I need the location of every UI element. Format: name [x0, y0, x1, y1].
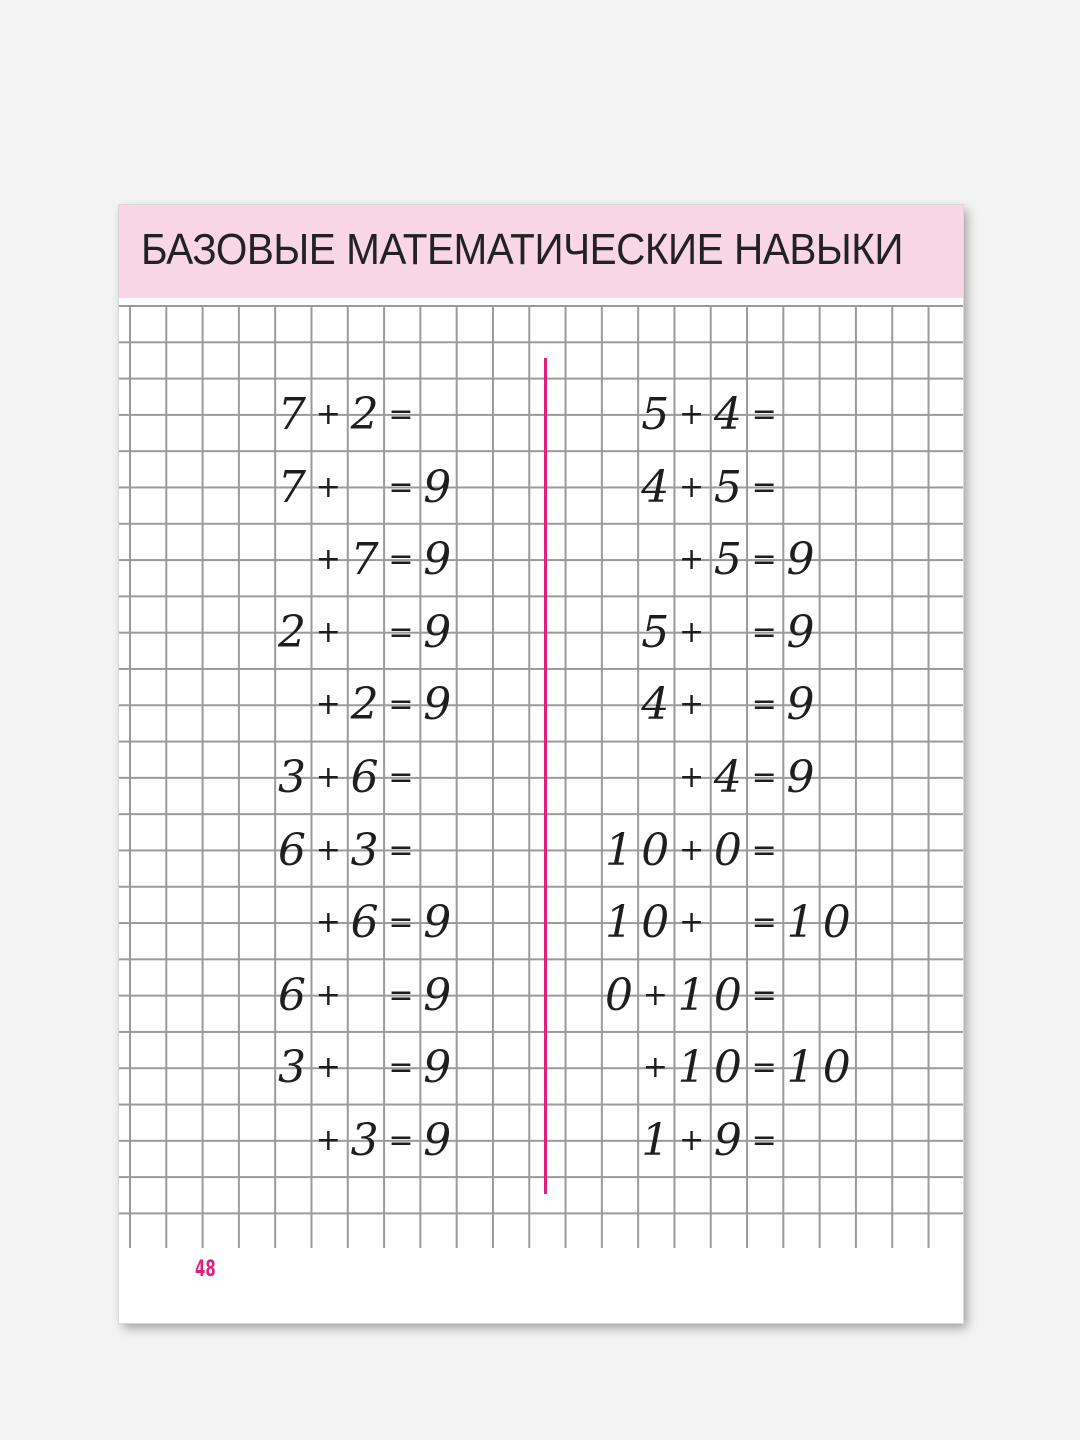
blank-cell — [637, 532, 673, 588]
blank-cell — [637, 750, 673, 806]
digit: 5 — [713, 461, 742, 513]
equals-sign: = — [751, 687, 777, 723]
equals-sign: = — [388, 614, 414, 650]
digit: 9 — [423, 679, 452, 731]
blank-cell — [274, 1113, 310, 1169]
plus-sign: + — [315, 1050, 341, 1086]
digit: 9 — [423, 461, 452, 513]
plus-sign: + — [679, 905, 705, 941]
blank-cell — [819, 677, 855, 733]
digit: 1 — [641, 1115, 670, 1166]
digit: 0 — [713, 824, 742, 876]
digit: 2 — [278, 606, 306, 658]
equals-sign: = — [751, 469, 777, 505]
blank-cell — [347, 1040, 383, 1096]
equals-sign: = — [388, 832, 414, 868]
digit: 0 — [605, 969, 633, 1021]
digit: 1 — [677, 1042, 706, 1094]
plus-sign: + — [679, 687, 705, 723]
digit: 1 — [605, 897, 633, 949]
equals-sign: = — [751, 977, 777, 1013]
blank-cell — [819, 460, 855, 516]
plus-sign: + — [679, 397, 705, 432]
blank-cell — [419, 823, 455, 879]
plus-sign: + — [315, 687, 341, 723]
plus-sign: + — [315, 977, 341, 1013]
blank-cell — [819, 1113, 855, 1169]
digit: 9 — [713, 1115, 742, 1166]
blank-cell — [419, 750, 455, 806]
digit: 7 — [278, 389, 306, 440]
blank-cell — [601, 387, 637, 443]
digit: 6 — [278, 969, 306, 1021]
plus-sign: + — [679, 614, 705, 650]
equals-sign: = — [751, 1123, 777, 1158]
equals-sign: = — [751, 760, 777, 795]
plus-sign: + — [315, 397, 341, 432]
equals-sign: = — [751, 832, 777, 868]
equals-sign: = — [388, 687, 414, 723]
digit: 0 — [713, 1042, 742, 1094]
digit: 0 — [713, 969, 742, 1021]
blank-cell — [601, 1113, 637, 1169]
plus-sign: + — [315, 832, 341, 868]
digit: 3 — [350, 1115, 379, 1166]
digit: 3 — [278, 1042, 306, 1094]
digit: 5 — [641, 389, 670, 440]
plus-sign: + — [679, 760, 705, 795]
blank-cell — [710, 895, 746, 951]
equals-sign: = — [388, 1123, 414, 1158]
blank-cell — [274, 677, 310, 733]
digit: 5 — [641, 606, 670, 658]
blank-cell — [601, 750, 637, 806]
blank-cell — [274, 895, 310, 951]
digit: 0 — [641, 897, 670, 949]
digit: 9 — [786, 752, 815, 803]
plus-sign: + — [679, 1123, 705, 1158]
equals-sign: = — [388, 542, 414, 578]
equals-sign: = — [751, 614, 777, 650]
equals-sign: = — [751, 1050, 777, 1086]
blank-cell — [274, 532, 310, 588]
digit: 9 — [786, 679, 815, 731]
page-header — [119, 205, 963, 298]
blank-cell — [710, 605, 746, 661]
equals-sign: = — [388, 1050, 414, 1086]
plus-sign: + — [315, 1123, 341, 1158]
blank-cell — [601, 532, 637, 588]
digit: 1 — [786, 1042, 815, 1094]
blank-cell — [347, 460, 383, 516]
equals-sign: = — [388, 760, 414, 795]
blank-cell — [783, 1113, 819, 1169]
digit: 1 — [786, 897, 815, 949]
equals-sign: = — [388, 977, 414, 1013]
blank-cell — [819, 968, 855, 1024]
blank-cell — [819, 823, 855, 879]
digit: 4 — [713, 389, 742, 440]
blank-cell — [710, 677, 746, 733]
blank-cell — [819, 750, 855, 806]
blank-cell — [419, 387, 455, 443]
digit: 9 — [423, 969, 452, 1021]
digit: 1 — [605, 824, 633, 876]
blank-cell — [347, 968, 383, 1024]
blank-cell — [601, 605, 637, 661]
digit: 4 — [641, 679, 670, 731]
plus-sign: + — [315, 469, 341, 505]
plus-sign: + — [642, 1050, 668, 1086]
page-number: 48 — [195, 1257, 216, 1282]
blank-cell — [819, 532, 855, 588]
plus-sign: + — [642, 977, 668, 1013]
equals-sign: = — [388, 905, 414, 941]
digit: 9 — [423, 606, 452, 658]
plus-sign: + — [679, 832, 705, 868]
digit: 6 — [278, 824, 306, 876]
digit: 2 — [350, 679, 379, 731]
blank-cell — [347, 605, 383, 661]
center-divider-line — [544, 358, 547, 1194]
digit: 5 — [713, 534, 742, 586]
plus-sign: + — [679, 469, 705, 505]
blank-cell — [601, 677, 637, 733]
digit: 6 — [350, 752, 379, 803]
digit: 7 — [350, 534, 379, 586]
digit: 6 — [350, 897, 379, 949]
digit: 4 — [641, 461, 670, 513]
digit: 9 — [786, 606, 815, 658]
equals-sign: = — [751, 397, 777, 432]
digit: 3 — [350, 824, 379, 876]
equals-sign: = — [751, 905, 777, 941]
blank-cell — [819, 387, 855, 443]
digit: 9 — [423, 534, 452, 586]
plus-sign: + — [315, 905, 341, 941]
digit: 3 — [278, 752, 306, 803]
digit: 0 — [822, 1042, 851, 1094]
blank-cell — [783, 823, 819, 879]
digit: 0 — [641, 824, 670, 876]
digit: 0 — [822, 897, 851, 949]
blank-cell — [783, 460, 819, 516]
digit: 7 — [278, 461, 306, 513]
digit: 1 — [677, 969, 706, 1021]
digit: 9 — [423, 1042, 452, 1094]
digit: 9 — [423, 897, 452, 949]
digit: 4 — [713, 752, 742, 803]
plus-sign: + — [315, 614, 341, 650]
plus-sign: + — [679, 542, 705, 578]
blank-cell — [783, 968, 819, 1024]
blank-cell — [601, 460, 637, 516]
digit: 9 — [423, 1115, 452, 1166]
digit: 9 — [786, 534, 815, 586]
plus-sign: + — [315, 760, 341, 795]
blank-cell — [819, 605, 855, 661]
equals-sign: = — [388, 397, 414, 432]
blank-cell — [783, 387, 819, 443]
digit: 2 — [350, 389, 379, 440]
page-title: БАЗОВЫЕ МАТЕМАТИЧЕСКИЕ НАВЫКИ — [141, 225, 903, 274]
equals-sign: = — [751, 542, 777, 578]
equals-sign: = — [388, 469, 414, 505]
workbook-page — [119, 205, 963, 1323]
blank-cell — [601, 1040, 637, 1096]
plus-sign: + — [315, 542, 341, 578]
